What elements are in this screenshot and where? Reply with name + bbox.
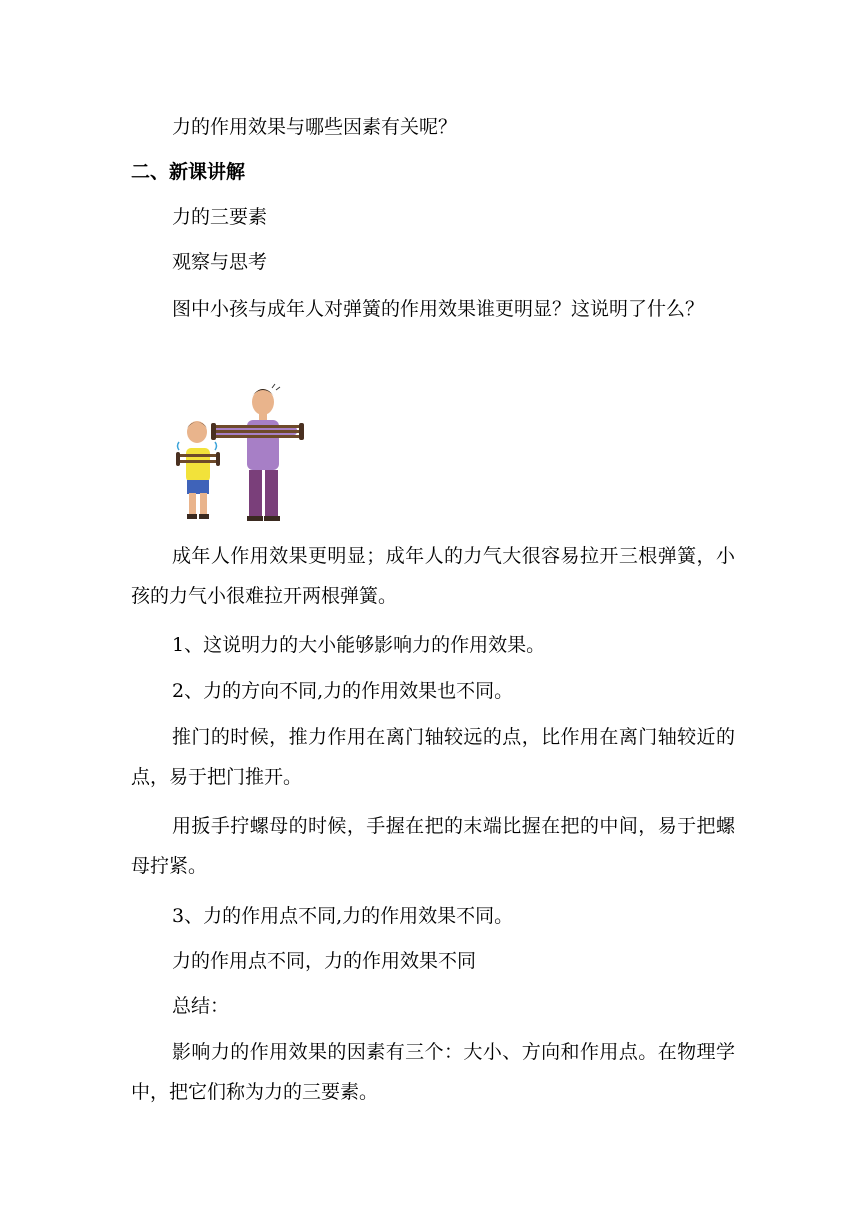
section-heading: 二、新课讲解: [131, 161, 246, 183]
point-2: 2、力的方向不同,力的作用效果也不同。: [172, 680, 514, 702]
figure-question: 图中小孩与成年人对弹簧的作用效果谁更明显？这说明了什么？: [172, 298, 705, 320]
spring-pull-illustration: [175, 380, 305, 525]
wrench-example: 用扳手拧螺母的时候，手握在把的末端比握在把的中间，易于把螺母拧紧。: [131, 815, 735, 877]
point-3-restated: 力的作用点不同，力的作用效果不同: [172, 950, 477, 972]
summary-paragraph: 影响力的作用效果的因素有三个：大小、方向和作用点。在物理学中，把它们称为力的三要素。: [131, 1041, 735, 1103]
adult-head: [252, 389, 274, 415]
summary-label: 总结：: [172, 995, 230, 1017]
adult-right-leg: [265, 470, 278, 518]
point-1: 1、这说明力的大小能够影响力的作用效果。: [172, 634, 546, 656]
adult-spring: [211, 423, 304, 440]
subheading-observe: 观察与思考: [172, 251, 268, 273]
child-shirt: [186, 448, 210, 482]
intro-question: 力的作用效果与哪些因素有关呢？: [172, 116, 458, 138]
point-3: 3、力的作用点不同,力的作用效果不同。: [172, 905, 514, 927]
door-example: 推门的时候，推力作用在离门轴较远的点，比作用在离门轴较近的点，易于把门推开。: [131, 726, 735, 788]
answer-paragraph: 成年人作用效果更明显；成年人的力气大很容易拉开三根弹簧，小孩的力气小很难拉开两根弹簧。: [131, 545, 735, 607]
adult-left-leg: [249, 470, 262, 518]
child-shorts: [187, 480, 209, 494]
subheading-three-elements: 力的三要素: [172, 206, 268, 228]
child-head: [187, 421, 207, 443]
